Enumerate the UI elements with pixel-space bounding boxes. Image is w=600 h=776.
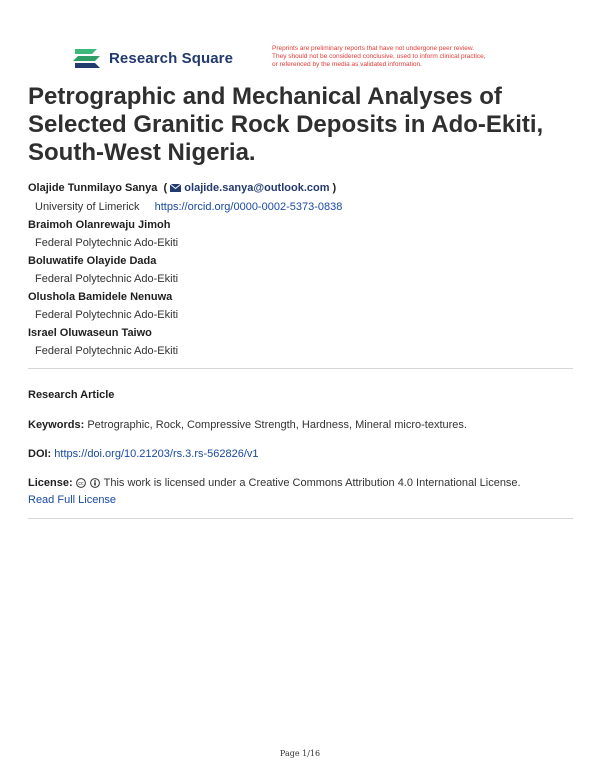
page-number: Page 1/16: [279, 749, 321, 758]
license-label: License:: [28, 477, 73, 489]
affiliation-text: University of Limerick: [35, 201, 140, 213]
author-1: [28, 179, 578, 198]
doi: [28, 448, 259, 460]
author-5: Israel Oluwaseun Taiwo: [28, 327, 152, 339]
author-affiliation: [28, 198, 578, 216]
notice-line: or referenced by the media as validated information.: [272, 61, 422, 68]
notice-line: Preprints are preliminary reports that have not undergone peer review.: [272, 45, 474, 52]
article-type-label: Research Article: [28, 389, 115, 401]
author-4: Olushola Bamidele Nenuwa: [28, 291, 173, 303]
article-type: [28, 389, 114, 401]
author-list: [28, 179, 578, 360]
research-square-logo-icon: [73, 47, 102, 69]
doi-link[interactable]: https://doi.org/10.21203/rs.3.rs-562826/v1: [54, 448, 259, 460]
divider: [28, 518, 573, 519]
svg-text:cc: cc: [77, 481, 84, 487]
author-affiliation: Federal Polytechnic Ado-Ekiti: [35, 237, 179, 249]
doi-label: DOI:: [28, 448, 52, 460]
keywords: [28, 419, 467, 431]
divider: [28, 368, 573, 369]
author-affiliation: Federal Polytechnic Ado-Ekiti: [35, 273, 179, 285]
notice-line: They should not be considered conclusive, used to inform clinical practice,: [272, 53, 486, 60]
brand-name: Research Square: [109, 49, 234, 67]
author-affiliation: Federal Polytechnic Ado-Ekiti: [35, 309, 179, 321]
mail-icon: [170, 180, 181, 198]
cc-icon: [76, 478, 86, 491]
attribution-icon: [90, 478, 100, 491]
author-2: Braimoh Olanrewaju Jimoh: [28, 219, 171, 231]
paper-title: Petrographic and Mechanical Analyses of Selected Granitic Rock Deposits in Ado-Ekiti, South-West Nigeria.: [28, 83, 544, 166]
research-square-logo[interactable]: [73, 47, 233, 69]
author-affiliation: Federal Polytechnic Ado-Ekiti: [35, 345, 179, 357]
author-name: Olajide Tunmilayo Sanya: [28, 182, 158, 194]
author-3: Boluwatife Olayide Dada: [28, 255, 157, 267]
keywords-value: Petrographic, Rock, Compressive Strength, Hardness, Mineral micro-textures.: [87, 419, 467, 431]
keywords-label: Keywords:: [28, 419, 85, 431]
author-email-link[interactable]: olajide.sanya@outlook.com: [184, 182, 330, 194]
preprint-notice: [272, 45, 542, 69]
license-text: This work is licensed under a Creative Commons Attribution 4.0 International License.: [103, 477, 521, 489]
orcid-link[interactable]: https://orcid.org/0000-0002-5373-0838: [154, 201, 343, 213]
license: [28, 477, 521, 491]
read-license: [28, 494, 116, 506]
read-full-license-link[interactable]: Read Full License: [28, 494, 117, 506]
email-group: ( olajide.sanya@outlook.com ): [160, 182, 336, 194]
